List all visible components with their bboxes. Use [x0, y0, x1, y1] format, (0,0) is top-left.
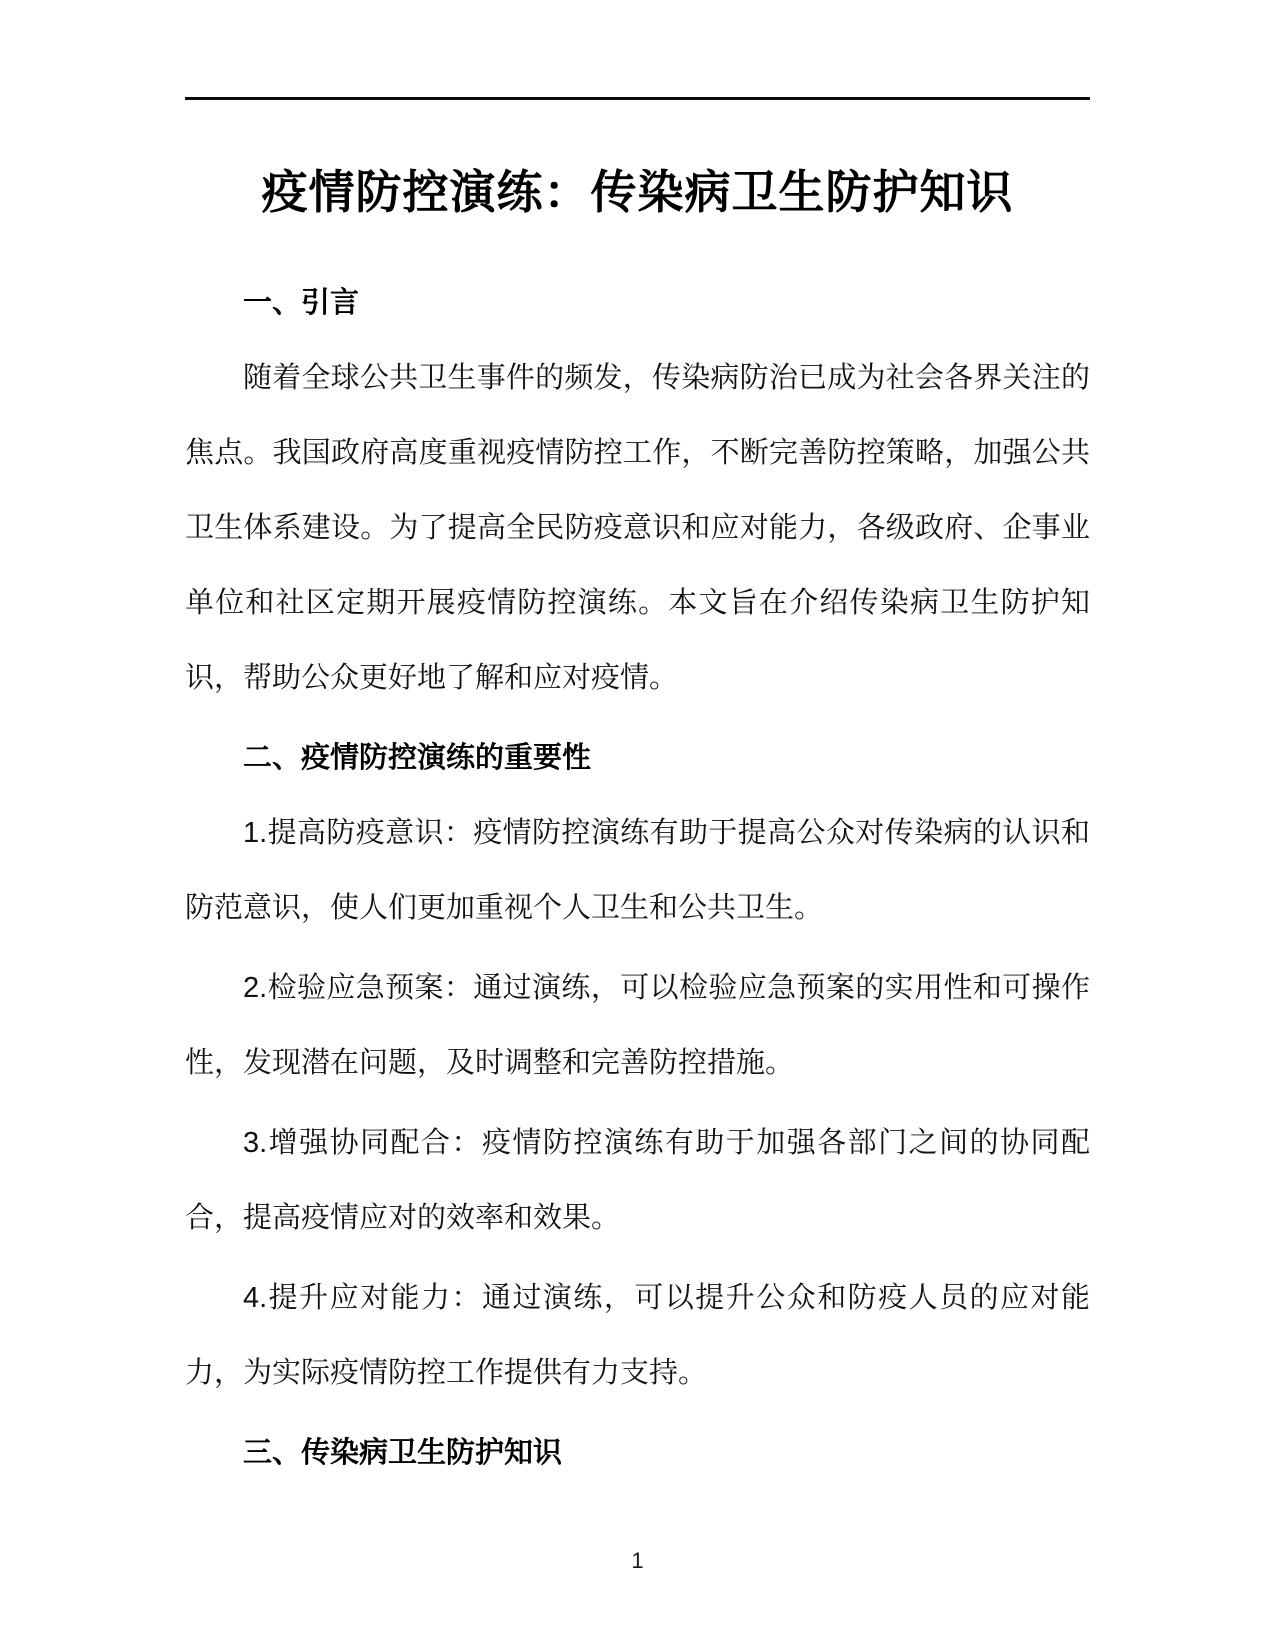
paragraph-importance-item-1: 1.提高防疫意识：疫情防控演练有助于提高公众对传染病的认识和防范意识，使人们更加重视个人卫生和公共卫生。 [185, 817, 1090, 924]
section-heading-introduction: 一、引言 [243, 287, 360, 319]
paragraph-introduction: 随着全球公共卫生事件的频发，传染病防治已成为社会各界关注的焦点。我国政府高度重视疫情防控工作，不断完善防控策略，加强公共卫生体系建设。为了提高全民防疫意识和应对能力，各级政府、企事业单位和社区定期开展疫情防控演练。本文旨在介绍传染病卫生防护知识，帮助公众更好地了解和应对疫情。 [185, 362, 1090, 694]
paragraph-importance-item-2: 2.检验应急预案：通过演练，可以检验应急预案的实用性和可操作性，发现潜在问题，及时调整和完善防控措施。 [185, 972, 1090, 1079]
header-rule [185, 97, 1090, 100]
paragraph-importance-item-3: 3.增强协同配合：疫情防控演练有助于加强各部门之间的协同配合，提高疫情应对的效率和效果。 [185, 1127, 1090, 1234]
paragraph-importance-item-4: 4.提升应对能力：通过演练，可以提升公众和防疫人员的应对能力，为实际疫情防控工作提供有力支持。 [185, 1282, 1090, 1389]
document-title: 疫情防控演练：传染病卫生防护知识 [261, 166, 1014, 218]
section-heading-protection-knowledge: 三、传染病卫生防护知识 [243, 1437, 563, 1469]
document-content [185, 97, 1090, 1491]
page-number: 1 [631, 1548, 644, 1573]
section-heading-importance: 二、疫情防控演练的重要性 [243, 742, 592, 774]
